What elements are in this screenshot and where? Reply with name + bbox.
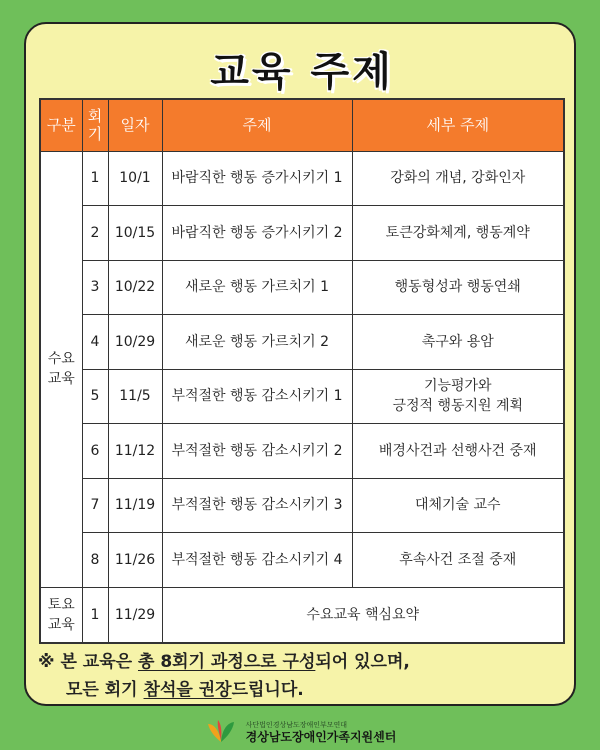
table-row <box>40 424 564 479</box>
row-detail: 대체기술 교수 <box>352 478 564 533</box>
row-round: 4 <box>82 315 108 370</box>
row-detail: 촉구와 용암 <box>352 315 564 370</box>
row-detail: 행동형성과 행동연쇄 <box>352 260 564 315</box>
row-detail: 강화의 개념, 강화인자 <box>352 151 564 206</box>
table-row <box>40 151 564 206</box>
table-row <box>40 369 564 424</box>
table-row <box>40 478 564 533</box>
row-date: 10/22 <box>108 260 162 315</box>
row-detail: 기능평가와 긍정적 행동지원 계획 <box>352 369 564 424</box>
row-round: 3 <box>82 260 108 315</box>
row-date: 11/5 <box>108 369 162 424</box>
row-round: 8 <box>82 533 108 588</box>
organization-logo-icon <box>204 718 238 744</box>
notice-text <box>38 648 568 704</box>
table-row <box>40 533 564 588</box>
notice-highlight-attendance: 참석을 권장 <box>143 680 232 700</box>
organization-sub: 사단법인경상남도장애인부모연대 <box>245 721 348 729</box>
row-topic: 부적절한 행동 감소시키기 4 <box>162 533 352 588</box>
row-round: 6 <box>82 424 108 479</box>
row-round: 7 <box>82 478 108 533</box>
info-card <box>24 22 576 706</box>
row-date: 11/29 <box>108 587 162 643</box>
header-date: 일자 <box>108 99 162 151</box>
notice-highlight-sessions: 총 8회기 과정으로 구성 <box>137 652 316 672</box>
row-date: 10/1 <box>108 151 162 206</box>
row-round: 5 <box>82 369 108 424</box>
notice-line-1: ※ 본 교육은 총 8회기 과정으로 구성되어 있으며, <box>38 652 410 672</box>
notice-line-2: 모든 회기 참석을 권장드립니다. <box>66 680 304 700</box>
header-topic: 주제 <box>162 99 352 151</box>
row-date: 11/26 <box>108 533 162 588</box>
table-row <box>40 260 564 315</box>
row-detail: 후속사건 조절 중재 <box>352 533 564 588</box>
weekday-group-label: 수요 교육 <box>40 151 82 587</box>
row-topic: 바람직한 행동 증가시키기 2 <box>162 206 352 261</box>
organization-main: 경상남도장애인가족지원센터 <box>245 730 397 744</box>
row-date: 10/15 <box>108 206 162 261</box>
row-topic: 부적절한 행동 감소시키기 2 <box>162 424 352 479</box>
page-title: 교육 주제 <box>210 49 394 95</box>
saturday-group-label: 토요 교육 <box>40 587 82 643</box>
header-round: 회 기 <box>82 99 108 151</box>
row-detail: 토큰강화체계, 행동계약 <box>352 206 564 261</box>
row-date: 10/29 <box>108 315 162 370</box>
row-round: 1 <box>82 587 108 643</box>
row-topic: 새로운 행동 가르치기 1 <box>162 260 352 315</box>
row-detail: 배경사건과 선행사건 중재 <box>352 424 564 479</box>
header-category: 구분 <box>40 99 82 151</box>
row-round: 1 <box>82 151 108 206</box>
row-topic: 새로운 행동 가르치기 2 <box>162 315 352 370</box>
header-detail: 세부 주제 <box>352 99 564 151</box>
row-topic-merged: 수요교육 핵심요약 <box>162 587 564 643</box>
row-topic: 부적절한 행동 감소시키기 3 <box>162 478 352 533</box>
table-row <box>40 206 564 261</box>
organization-name <box>246 719 397 743</box>
footer <box>0 712 600 750</box>
table-row <box>40 315 564 370</box>
row-topic: 부적절한 행동 감소시키기 1 <box>162 369 352 424</box>
table-row-saturday <box>40 587 564 643</box>
row-date: 11/19 <box>108 478 162 533</box>
row-topic: 바람직한 행동 증가시키기 1 <box>162 151 352 206</box>
row-round: 2 <box>82 206 108 261</box>
schedule-table <box>39 98 565 644</box>
row-date: 11/12 <box>108 424 162 479</box>
table-header-row <box>40 99 564 151</box>
